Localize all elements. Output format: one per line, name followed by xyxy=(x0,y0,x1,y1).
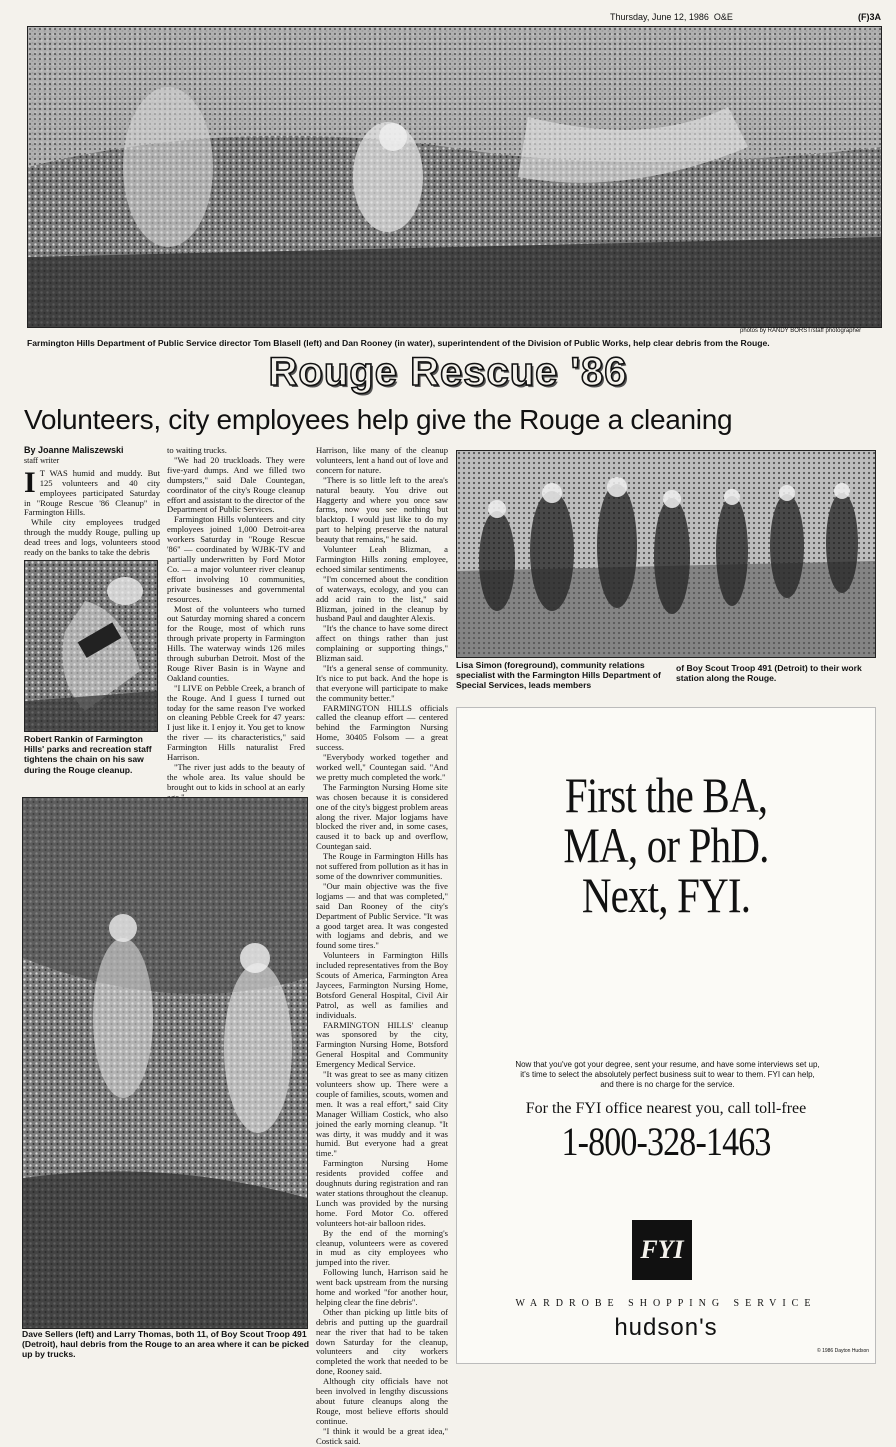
col3-paragraph: "I'm concerned about the condition of waterways, ecology, and you can add acid rain to the list," said Blizman, joined in the cleanup by husband Paul and daughter Alexis. xyxy=(316,573,448,624)
rankin-caption: Robert Rankin of Farmington Hills' parks and recreation staff tightens the chain on his saw during the Rouge cleanup. xyxy=(24,734,152,775)
ad-brand: hudson's xyxy=(614,1314,718,1341)
col3-paragraph: FARMINGTON HILLS officials called the cleanup effort — centered behind the Farmington Nursing Home, 30405 Folsom — a great success. xyxy=(316,702,448,753)
top-photo-credit: photos by RANDY BORST/staff photographer xyxy=(740,328,862,334)
col3-paragraph: Although city officials have not been involved in lengthy discussions about future cleanups along the Rouge, most believe efforts should continue. xyxy=(316,1376,448,1426)
col3-paragraph: Harrison, like many of the cleanup volunteers, lent a hand out of love and concern for nature. xyxy=(316,445,448,475)
col3-paragraph: "It was great to see as many citizen volunteers show up. There were a couple of families, scouts, women and men. It was a real effort," said City Manager William Costick, who also joined the early morning cleanup. "It was dirty, it was muddy and it was humid. But everyone had a great time." xyxy=(316,1069,448,1159)
col3-paragraph: The Rouge in Farmington Hills has not suffered from pollution as it has in some of the downriver communities. xyxy=(316,851,448,881)
col3-paragraph: "It's the chance to have some direct affect on things rather than just complaining or supporting things," Blizman said. xyxy=(316,623,448,664)
headline: Rouge Rescue '86 xyxy=(268,350,628,394)
article-col-1 xyxy=(24,446,160,558)
fyi-advertisement xyxy=(456,707,876,1364)
ad-phone: 1-800-328-1463 xyxy=(561,1119,771,1164)
col3-paragraph: "I think it would be a great idea," Costick said. xyxy=(316,1425,448,1446)
col3-paragraph: "Our main objective was the five logjams — and that was completed," said Dan Rooney of the city's Department of Public Service. "It was a good target area. It was congested with logjams and debris, and we found some tires." xyxy=(316,880,448,951)
col2-paragraph: Farmington Hills volunteers and city employees joined 1,000 Detroit-area workers Saturday in "Rouge Rescue '86" — coordinated by WJBK-TV and partially underwritten by Ford Motor Co. — a major volunteer river cleanup effort involving 10 communities, private businesses and governmental resources. xyxy=(167,514,305,604)
byline-title: staff writer xyxy=(24,455,60,465)
article-col-2 xyxy=(167,446,305,803)
ad-copyright: © 1986 Dayton Hudson xyxy=(817,1348,870,1354)
col3-paragraph: Volunteers in Farmington Hills included representatives from the Boy Scouts of America, Farmington Area Jaycees, Farmington Nursing Home, Botsford General Hospital, Civil Air Patrol, as well as families and individuals. xyxy=(316,950,448,1020)
top-photo xyxy=(27,26,882,328)
top-photo-caption: Farmington Hills Department of Public Service director Tom Blasell (left) and Dan Rooney (in water), superintendent of the Division of Public Works, help clear debris from the Rouge. xyxy=(27,338,770,348)
col3-paragraph: "There is so little left to the area's natural beauty. You drive out Haggerty and where you once saw farms, now you see nothing but blacktop. I would just like to do my part to helping preserve the natural beauty that remains," he said. xyxy=(316,474,448,545)
folio-date: Thursday, June 12, 1986 O&E xyxy=(610,12,733,22)
col3-paragraph: Other than picking up little bits of debris and putting up the guardrail near the river that had to be taken down Saturday for the cleanup, volunteers and city workers completed the work that needed to be done, Rooney said. xyxy=(316,1306,448,1377)
ad-headline-line: Next, FYI. xyxy=(581,867,751,923)
scouts-caption: Dave Sellers (left) and Larry Thomas, both 11, of Boy Scout Troop 491 (Detroit), haul debris from the Rouge to an area where it can be picked up by trucks. xyxy=(22,1329,309,1360)
fyi-logo: FYI xyxy=(632,1220,692,1280)
simon-caption-left: Lisa Simon (foreground), community relations specialist with the Farmington Hills Department of Special Services, leads members xyxy=(456,660,661,691)
ad-cta: For the FYI office nearest you, call toll-free xyxy=(525,1100,807,1117)
ad-headline-line: First the BA, xyxy=(564,767,768,823)
ad-headline-line: MA, or PhD. xyxy=(563,817,769,873)
col3-paragraph: The Farmington Nursing Home site was chosen because it is considered one of the city's biggest problem areas along the river. Major logjams have blocked the river and, in some cases, caused it to back up and overflow, Countegan said. xyxy=(316,781,448,852)
folio-page: (F)3A xyxy=(858,12,881,22)
col3-paragraph: "It's a general sense of community. It's nice to put back. And the hope is that everyone will participate to make the community better." xyxy=(316,662,448,703)
subhead: Volunteers, city employees help give the Rouge a cleaning xyxy=(24,404,733,435)
rankin-photo xyxy=(24,560,158,732)
col3-paragraph: By the end of the morning's cleanup, volunteers were as covered in mud as city employees who jumped into the river. xyxy=(316,1227,448,1268)
col1-paragraph: While city employees trudged through the muddy Rouge, pulling up dead trees and logs, volunteers stood ready on the banks to take the debris xyxy=(24,517,160,558)
col3-paragraph: FARMINGTON HILLS' cleanup was sponsored by the city, Farmington Nursing Home, Botsford General Hospital and Community Emergency Medical Service. xyxy=(316,1019,448,1070)
simon-photo xyxy=(456,450,876,658)
scouts-photo xyxy=(22,797,308,1329)
col2-paragraph: to waiting trucks. xyxy=(167,445,227,455)
col3-paragraph: Farmington Nursing Home residents provided coffee and doughnuts during registration and ran water stations throughout the cleanup. Lunch was provided by the nursing home. Ford Motor Co. offered volunteers hot-air balloon rides. xyxy=(316,1158,448,1228)
ad-tagline: WARDROBE SHOPPING SERVICE xyxy=(515,1298,817,1309)
byline-name: By Joanne Maliszewski xyxy=(24,445,124,455)
drop-cap: I xyxy=(24,465,36,499)
ad-body-text: Now that you've got your degree, sent your resume, and have some interviews set up, it's time to select the absolutely perfect business suit to wear to them. FYI can help, and there is no charge for the service. xyxy=(515,1060,820,1089)
simon-caption-right: of Boy Scout Troop 491 (Detroit) to their work station along the Rouge. xyxy=(676,663,862,684)
col2-paragraph: Most of the volunteers who turned out Saturday morning shared a concern for the Rouge, most of which runs through private property in Farmington Hills. The waterway winds 126 miles through suburban Detroit. Most of the Rouge River Basin is in Wayne and Oakland counties. xyxy=(167,603,305,683)
col2-paragraph: "I LIVE on Pebble Creek, a branch of the Rouge. And I guess I turned out today for the same reason I've worked on cleaning Pebble Creek for 47 years: I just like it. I enjoy it. You get to know the river — its characteristics," said Farmington Hills naturalist Fred Harrison. xyxy=(167,682,305,763)
col3-paragraph: "Everybody worked together and worked well," Countegan said. "And we pretty much completed the work." xyxy=(316,752,448,782)
lead-paragraph: T WAS humid and muddy. But 125 volunteers and 40 city employees participated Saturday in "Rouge Rescue '86 Cleanup" in Farmington Hills. xyxy=(24,467,160,518)
ad-headline xyxy=(457,767,875,923)
col3-paragraph: Following lunch, Harrison said he went back upstream from the nursing home and worked "for another hour, helping clear the fine debris". xyxy=(316,1267,448,1307)
article-col-3 xyxy=(316,446,448,1447)
col2-paragraph: "We had 20 truckloads. They were five-yard dumps. And we filled two dumpsters," said Dale Countegan, coordinator of the city's Rouge cleanup effort and assistant to the director of the Department of Public Services. xyxy=(167,454,305,515)
col3-paragraph: Volunteer Leah Blizman, a Farmington Hills zoning employee, echoed similar sentiments. xyxy=(316,544,448,574)
col2-paragraph: "The river just adds to the beauty of the whole area. Its value should be brought out to kids in school at an early xyxy=(167,762,305,792)
